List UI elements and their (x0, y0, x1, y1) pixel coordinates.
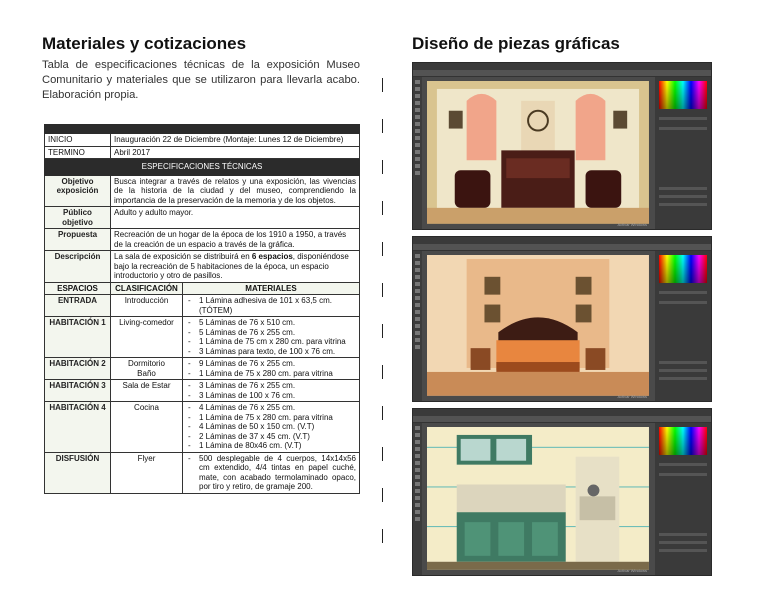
espacio-cell: HABITACIÓN 2 (45, 358, 111, 380)
material-item: - 1 Lámina de 80x46 cm. (V.T) (186, 441, 356, 451)
inicio-label: INICIO (45, 134, 111, 147)
materiales-cell (183, 295, 360, 317)
termino-label: TERMINO (45, 146, 111, 159)
clasificacion-line: Baño (137, 368, 156, 378)
material-item: - 3 Láminas para texto, de 100 x 76 cm. (186, 347, 356, 357)
materiales-cell (183, 402, 360, 453)
clasificacion-cell (111, 358, 183, 380)
espacio-cell: HABITACIÓN 1 (45, 317, 111, 358)
table-row (45, 380, 360, 402)
col-espacios: ESPACIOS (45, 282, 111, 295)
material-item: - 1 Lámina de 75 x 280 cm. para vitrina (186, 369, 356, 379)
materiales-cell (183, 452, 360, 493)
material-item: - 3 Láminas de 100 x 76 cm. (186, 391, 356, 401)
material-item: - 1 Lámina de 75 x 280 cm. para vitrina (186, 413, 356, 423)
espacio-cell: DISFUSIÓN (45, 452, 111, 493)
windows-watermark: Activar Windows (617, 222, 647, 227)
objetivo-value: Busca integrar a través de relatos y una exposición, las vivencias de la historia de la ciudad y del museo, comprendiendo la importancia de la preservación de la memoria y de los objetos. (111, 175, 360, 207)
windows-watermark: Activar Windows (617, 568, 647, 573)
inicio-value: Inauguración 22 de Diciembre (Montaje: Lunes 12 de Diciembre) (111, 134, 360, 147)
windows-watermark: Activar Windows (617, 394, 647, 399)
col-materiales: MATERIALES (183, 282, 360, 295)
clasificacion-cell: Introducción (111, 295, 183, 317)
col-clasificacion: CLASIFICACIÓN (111, 282, 183, 295)
descripcion-label: Descripción (45, 251, 111, 283)
column-divider (382, 78, 383, 558)
spec-table (44, 124, 360, 494)
material-item: - 500 desplegable de 4 cuerpos, 14x14x56 cm extendido, 4/4 tintas en papel cuché, mate, con acabado termolaminado opaco, por tiro y retiro, de gramaje 200. (186, 454, 356, 492)
clasificacion-cell: Sala de Estar (111, 380, 183, 402)
intro-paragraph: Tabla de especificaciones técnicas de la exposición Museo Comunitario y materiales que se utilizaron para llevarla acabo. Elaboración propia. (42, 59, 360, 101)
design-screenshot-living-room (412, 62, 712, 230)
table-row (45, 452, 360, 493)
spec-band-header: ESPECIFICACIONES TÉCNICAS (45, 159, 360, 176)
material-item: - 1 Lámina de 75 cm x 280 cm. para vitrina (186, 337, 356, 347)
publico-value: Adulto y adulto mayor. (111, 207, 360, 229)
clasificacion-cell: Flyer (111, 452, 183, 493)
material-item: - 5 Láminas de 76 x 510 cm. (186, 318, 356, 328)
material-item: - 1 Lámina adhesiva de 101 x 63,5 cm. (TÓTEM) (186, 296, 356, 315)
espacio-cell: HABITACIÓN 3 (45, 380, 111, 402)
bedroom-artwork (427, 255, 649, 396)
table-row (45, 358, 360, 380)
clasificacion-line: Dormitorio (128, 359, 165, 368)
termino-value: Abril 2017 (111, 146, 360, 159)
material-item: - 5 Láminas de 76 x 255 cm. (186, 328, 356, 338)
materiales-cell (183, 358, 360, 380)
descripcion-value (111, 251, 360, 283)
materials-section-title: Materiales y cotizaciones (42, 34, 247, 53)
propuesta-label: Propuesta (45, 229, 111, 251)
descripcion-bold: 6 espacios (251, 252, 293, 261)
table-row (45, 295, 360, 317)
material-item: - 4 Láminas de 76 x 255 cm. (186, 403, 356, 413)
kitchen-artwork (427, 427, 649, 570)
publico-label: Público objetivo (45, 207, 111, 229)
descripcion-post: , disponiéndose bajo la recreación de 5 habitaciones de la época, un espacio introductorio y otro de pasillos. (114, 252, 349, 280)
materiales-cell (183, 317, 360, 358)
material-item: - 4 Láminas de 50 x 150 cm. (V.T) (186, 422, 356, 432)
espacio-cell: HABITACIÓN 4 (45, 402, 111, 453)
design-screenshot-kitchen (412, 408, 712, 576)
clasificacion-cell: Cocina (111, 402, 183, 453)
living-room-artwork (427, 81, 649, 224)
table-row (45, 317, 360, 358)
espacio-cell: ENTRADA (45, 295, 111, 317)
row-termino (45, 146, 360, 159)
design-screenshot-bedroom (412, 236, 712, 402)
graphics-section-title: Diseño de piezas gráficas (412, 34, 620, 53)
material-item: - 3 Láminas de 76 x 255 cm. (186, 381, 356, 391)
row-inicio (45, 134, 360, 147)
materiales-cell (183, 380, 360, 402)
objetivo-label: Objetivo exposición (45, 175, 111, 207)
table-row (45, 402, 360, 453)
clasificacion-cell: Living-comedor (111, 317, 183, 358)
descripcion-pre: La sala de exposición se distribuirá en (114, 252, 252, 261)
material-item: - 9 Láminas de 76 x 255 cm. (186, 359, 356, 369)
propuesta-value: Recreación de un hogar de la época de los 1910 a 1950, a través de la creación de un espacio a través de la gráfica. (111, 229, 360, 251)
material-item: - 2 Láminas de 37 x 45 cm. (V.T) (186, 432, 356, 442)
